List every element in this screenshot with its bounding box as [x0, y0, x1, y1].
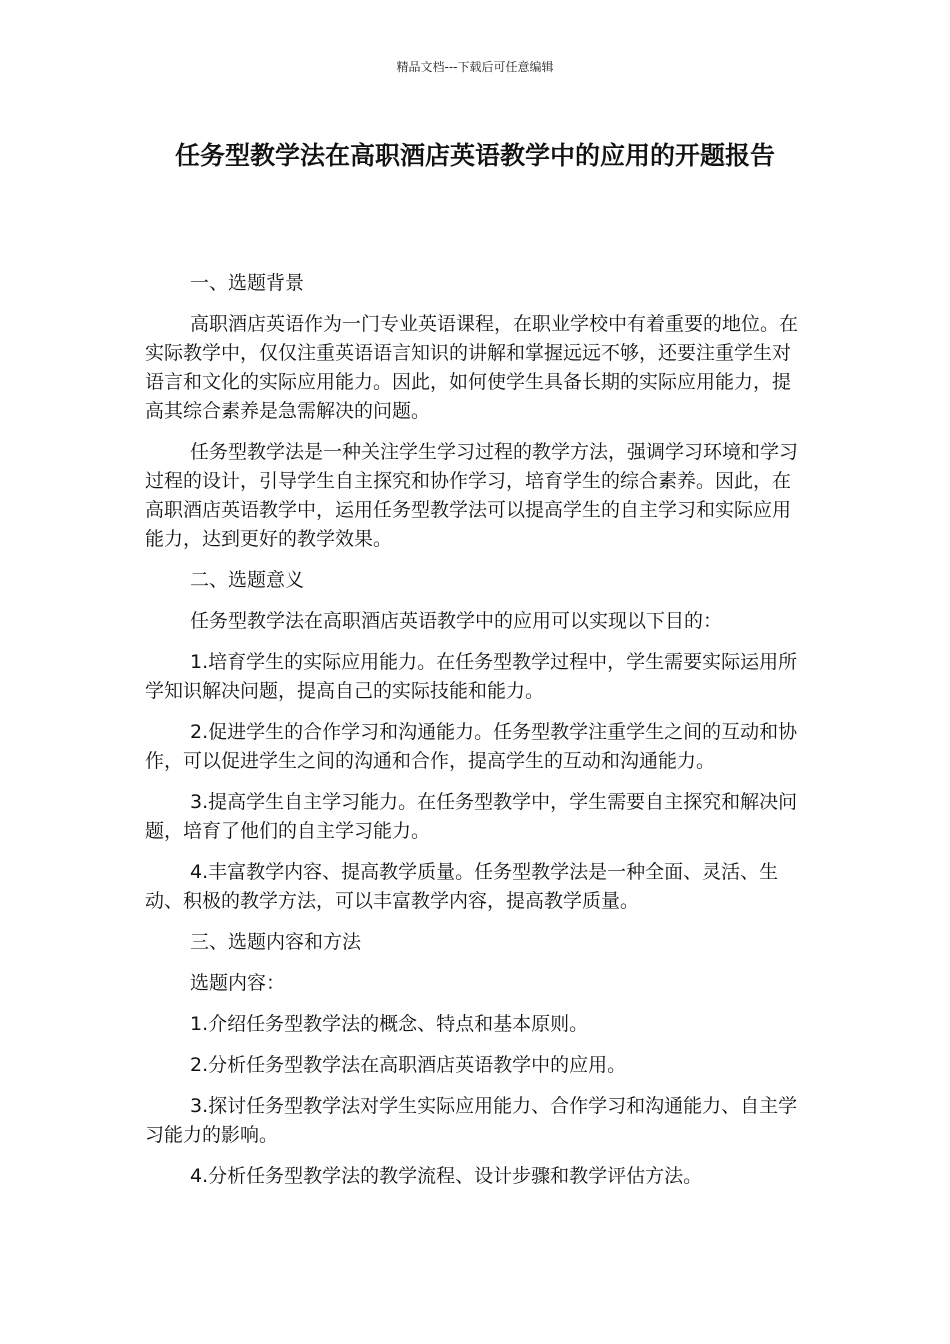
paragraph-significance-intro: 任务型教学法在高职酒店英语教学中的应用可以实现以下目的： — [190, 610, 723, 632]
list-item-content-2: 2.分析任务型教学法在高职酒店英语教学中的应用。 — [190, 1054, 627, 1076]
document-body — [145, 269, 805, 1203]
list-item-significance-4: 4.丰富教学内容、提高教学质量。任务型教学法是一种全面、灵活、生动、积极的教学方法，可以丰富教学内容，提高教学质量。 — [145, 861, 779, 912]
paragraph-background-1: 高职酒店英语作为一门专业英语课程，在职业学校中有着重要的地位。在实际教学中，仅仅注重英语语言知识的讲解和掌握远远不够，还要注重学生对语言和文化的实际应用能力。因此，如何使学生具备长期的实际应用能力，提高其综合素养是急需解决的问题。 — [145, 313, 799, 422]
list-item-content-1: 1.介绍任务型教学法的概念、特点和基本原则。 — [190, 1013, 589, 1035]
paragraph-content-label: 选题内容： — [190, 972, 286, 994]
list-item-significance-1: 1.培育学生的实际应用能力。在任务型教学过程中，学生需要实际运用所学知识解决问题，提高自己的实际技能和能力。 — [145, 651, 798, 702]
list-item-content-3: 3.探讨任务型教学法对学生实际应用能力、合作学习和沟通能力、自主学习能力的影响。 — [145, 1095, 798, 1146]
list-item-significance-2: 2.促进学生的合作学习和沟通能力。任务型教学注重学生之间的互动和协作，可以促进学生之间的沟通和合作，提高学生的互动和沟通能力。 — [145, 721, 798, 772]
list-item-content-4: 4.分析任务型教学法的教学流程、设计步骤和教学评估方法。 — [190, 1165, 703, 1187]
document-title: 任务型教学法在高职酒店英语教学中的应用的开题报告 — [174, 141, 775, 170]
section-heading-content-method: 三、选题内容和方法 — [190, 931, 362, 953]
section-heading-background: 一、选题背景 — [190, 272, 305, 294]
section-heading-significance: 二、选题意义 — [190, 569, 305, 591]
list-item-significance-3: 3.提高学生自主学习能力。在任务型教学中，学生需要自主探究和解决问题，培育了他们的自主学习能力。 — [145, 791, 798, 842]
paragraph-background-2: 任务型教学法是一种关注学生学习过程的教学方法，强调学习环境和学习过程的设计，引导学生自主探究和协作学习，培育学生的综合素养。因此，在高职酒店英语教学中，运用任务型教学法可以提高学生的自主学习和实际应用能力，达到更好的教学效果。 — [145, 441, 799, 550]
page-header-watermark: 精品文档---下载后可任意编辑 — [396, 60, 554, 74]
